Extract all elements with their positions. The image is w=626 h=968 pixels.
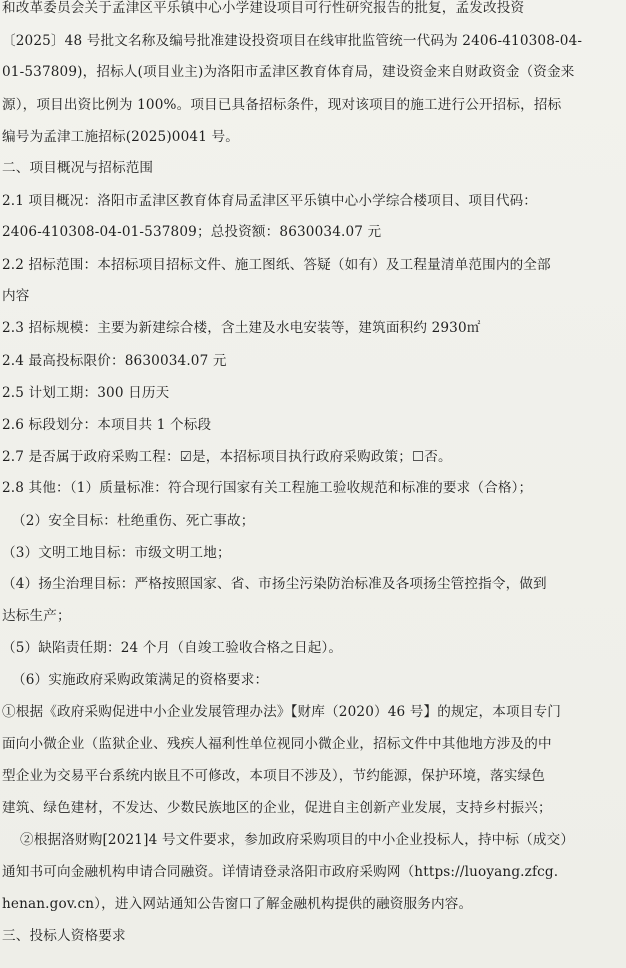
text-line-21: （5）缺陷责任期：24 个月（自竣工验收合格之日起）。 — [2, 640, 343, 656]
text-line-17: （2）安全目标：杜绝重伤、死亡事故； — [12, 513, 255, 529]
text-line-10: 内容 — [2, 288, 30, 304]
text-line-24: 面向小微企业（监狱企业、残疾人福利性单位视同小微企业，招标文件中其他地方涉及的中 — [2, 736, 552, 752]
text-line-3: 01-537809)，招标人(项目业主)为洛阳市孟津区教育体育局，建设资金来自财政资金（资金来 — [2, 64, 575, 80]
text-line-26: 建筑、绿色建材，不发达、少数民族地区的企业，促进自主创新产业发展，支持乡村振兴； — [2, 800, 552, 816]
section-heading-2: 二、项目概况与招标范围 — [2, 160, 154, 176]
text-line-9: 2.2 招标范围：本招标项目招标文件、施工图纸、答疑（如有）及工程量清单范围内的全部 — [2, 257, 551, 273]
text-line-28: 通知书可向金融机构申请合同融资。详情请登录洛阳市政府采购网（https://luoyang.zfcg. — [2, 864, 559, 880]
text-line-11: 2.3 招标规模：主要为新建综合楼，含土建及水电安装等，建筑面积约 2930㎡ — [2, 320, 481, 336]
text-line-18: （3）文明工地目标：市级文明工地； — [2, 545, 231, 561]
text-line-2: 〔2025〕48 号批文名称及编号批准建设投资项目在线审批监管统一代码为 2406-410308-04- — [2, 33, 583, 49]
text-line-19: （4）扬尘治理目标：严格按照国家、省、市扬尘污染防治标准及各项扬尘管控指令，做到 — [2, 576, 547, 592]
text-line-20: 达标生产； — [2, 608, 71, 624]
text-line-25: 型企业为交易平台系统内嵌且不可修改，本项目不涉及），节约能源，保护环境，落实绿色 — [2, 768, 545, 784]
text-line-7: 2.1 项目概况：洛阳市孟津区教育体育局孟津区平乐镇中心小学综合楼项目、项目代码： — [2, 193, 538, 209]
text-line-15: 2.7 是否属于政府采购工程：☑是，本招标项目执行政府采购政策；☐否。 — [2, 449, 452, 465]
text-line-8: 2406-410308-04-01-537809；总投资额：8630034.07 元 — [2, 224, 382, 240]
text-line-22: （6）实施政府采购政策满足的资格要求： — [12, 672, 269, 688]
text-line-27: ②根据洛财购[2021]4 号文件要求，参加政府采购项目的中小企业投标人，持中标（成交） — [20, 832, 575, 848]
text-line-4: 源），项目出资比例为 100%。项目已具备招标条件，现对该项目的施工进行公开招标，招标 — [2, 97, 562, 113]
text-line-23: ①根据《政府采购促进中小企业发展管理办法》【财库（2020）46 号】的规定，本项目专门 — [2, 704, 561, 720]
text-line-1: 和改革委员会关于孟津区平乐镇中心小学建设项目可行性研究报告的批复，孟发改投资 — [2, 0, 525, 16]
text-line-12: 2.4 最高投标限价：8630034.07 元 — [2, 353, 227, 369]
text-line-16: 2.8 其他：（1）质量标准：符合现行国家有关工程施工验收规范和标准的要求（合格）； — [2, 480, 533, 496]
text-line-29: henan.gov.cn），进入网站通知公告窗口了解金融机构提供的融资服务内容。 — [2, 896, 473, 912]
text-line-14: 2.6 标段划分：本项目共 1 个标段 — [2, 417, 212, 433]
text-line-13: 2.5 计划工期：300 日历天 — [2, 385, 170, 401]
text-line-5: 编号为孟津工施招标(2025)0041 号。 — [2, 129, 239, 145]
section-heading-3: 三、投标人资格要求 — [2, 928, 126, 944]
